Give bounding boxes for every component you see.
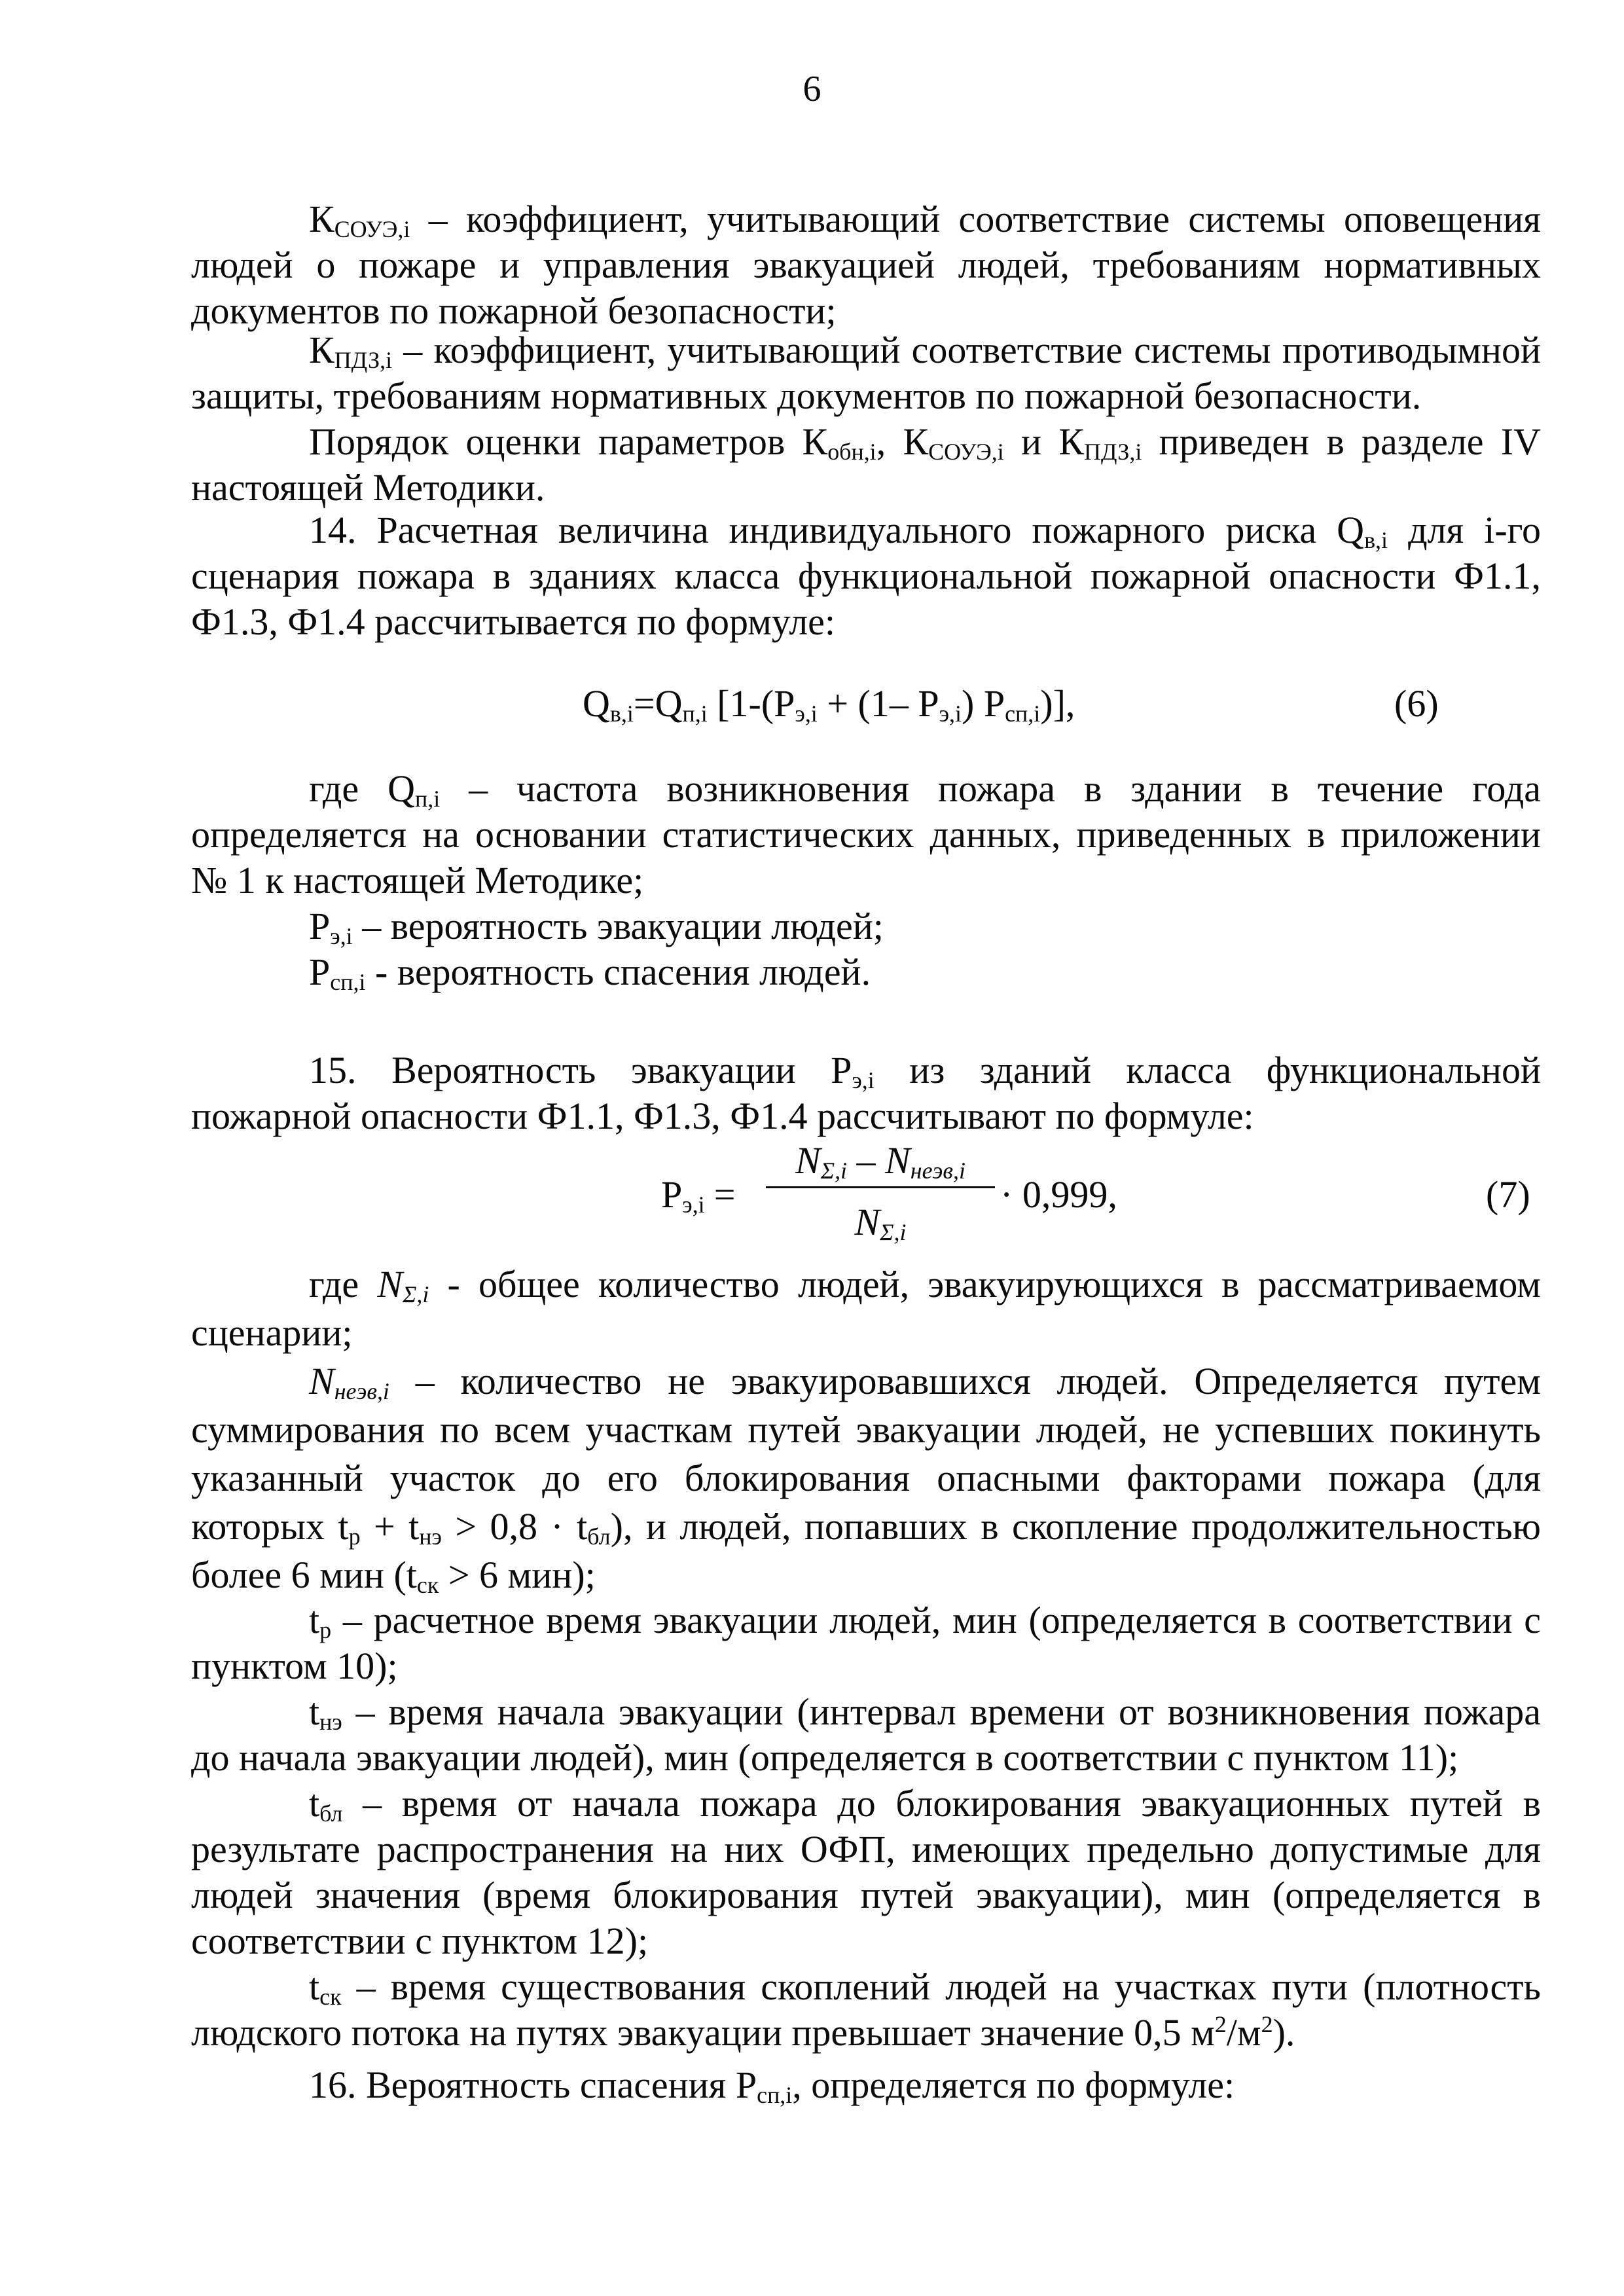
equation-number-6: (6)	[1394, 682, 1439, 725]
equation-number-7: (7)	[1486, 1173, 1530, 1216]
definitions-formula-6: где $Q_{п,i}$ – частота возникновения пожара в здании в течение года определяется на основании статистических данных, приведенных в приложении № 1 к настоящей Методике; $P_{э,i}$ – вероятность эвакуации людей; $P_{сп,i}$ - вероятность спасения людей.	[191, 767, 1541, 995]
formula-7-fraction-bar	[766, 1186, 995, 1188]
formula-7-lhs: $Р_{э,i}$ =	[661, 1173, 736, 1218]
definitions-formula-7: где $N_{\Sigma,i}$ - общее количество людей, эвакуирующихся в рассматриваемом сценарии; $N_{неэв,i}$ – количество не эвакуировавшихся людей. Определяется путем суммирования по всем участкам путей эвакуации людей, не успевших покинуть указанный участок до его блокирования опасными факторами пожара (для которых $t_р + t_{нэ} > 0,8 \cdot t_{бл}$), и людей, попавших в скопление продолжительностью более 6 мин ($t_{ск} > 6$ мин);	[191, 1263, 1541, 1598]
paragraph-15: 15. Вероятность эвакуации $Р_{э,i}$ из зданий класса функциональной пожарной опасности Ф1.1, Ф1.3, Ф1.4 рассчитывают по формуле:	[191, 1049, 1542, 1137]
definitions-times: $t_р$ – расчетное время эвакуации людей, мин (определяется в соответствии с пунктом 10); $t_{нэ}$ – время начала эвакуации (интервал времени от возникновения пожара до начала эвакуации людей), мин (определяется в соответствии с пунктом 11); $t_{бл}$ – время от начала пожара до блокирования эвакуационных путей в результате распространения на них ОФП, имеющих предельно допустимые для людей значения (время блокирования путей эвакуации), мин (определяется в соответствии с пунктом 12); $t_{ск}$ – время существования скоплений людей на участках пути (плотность людского потока на путях эвакуации превышает значение 0,5 $м^2/м^2$).	[191, 1599, 1541, 2054]
formula-7-numerator: $N_{\Sigma,i} - N_{неэв,i}$	[795, 1139, 965, 1184]
page-number: 6	[803, 69, 821, 109]
paragraph-16: 16. Вероятность спасения $Р_{сп,i}$, определяется по формуле:	[309, 2064, 1235, 2108]
formula-7-tail: · 0,999,	[1000, 1173, 1117, 1216]
paragraph-assessment-order: Порядок оценки параметров $К_{обн,i}$, $К_{СОУЭ,i}$ и $К_{ПДЗ,i}$ приведен в разделе IV настоящей Методики.	[191, 420, 1541, 509]
formula-6: $Q_{в,i}=Q_{п,i}$ [$1-(P_{э,i} + (1-$ $P_{э,i}$) $P_{сп,i}$)],	[583, 682, 1075, 727]
paragraph-14: 14. Расчетная величина индивидуального пожарного риска $Q_{в,i}$ для i-го сценария пожара в зданиях класса функциональной пожарной опасности Ф1.1, Ф1.3, Ф1.4 рассчитывается по формуле:	[191, 509, 1542, 643]
paragraph-k-pdz: $К_{ПДЗ,i}$ – коэффициент, учитывающий соответствие системы противодымной защиты, требованиям нормативных документов по пожарной безопасности.	[191, 329, 1541, 417]
paragraph-k-soue: $К_{СОУЭ,i}$ – коэффициент, учитывающий соответствие системы оповещения людей о пожаре и управления эвакуацией людей, требованиям нормативных документов по пожарной безопасности;	[191, 198, 1541, 332]
formula-7-denominator: $N_{\Sigma,i}$	[854, 1201, 907, 1245]
